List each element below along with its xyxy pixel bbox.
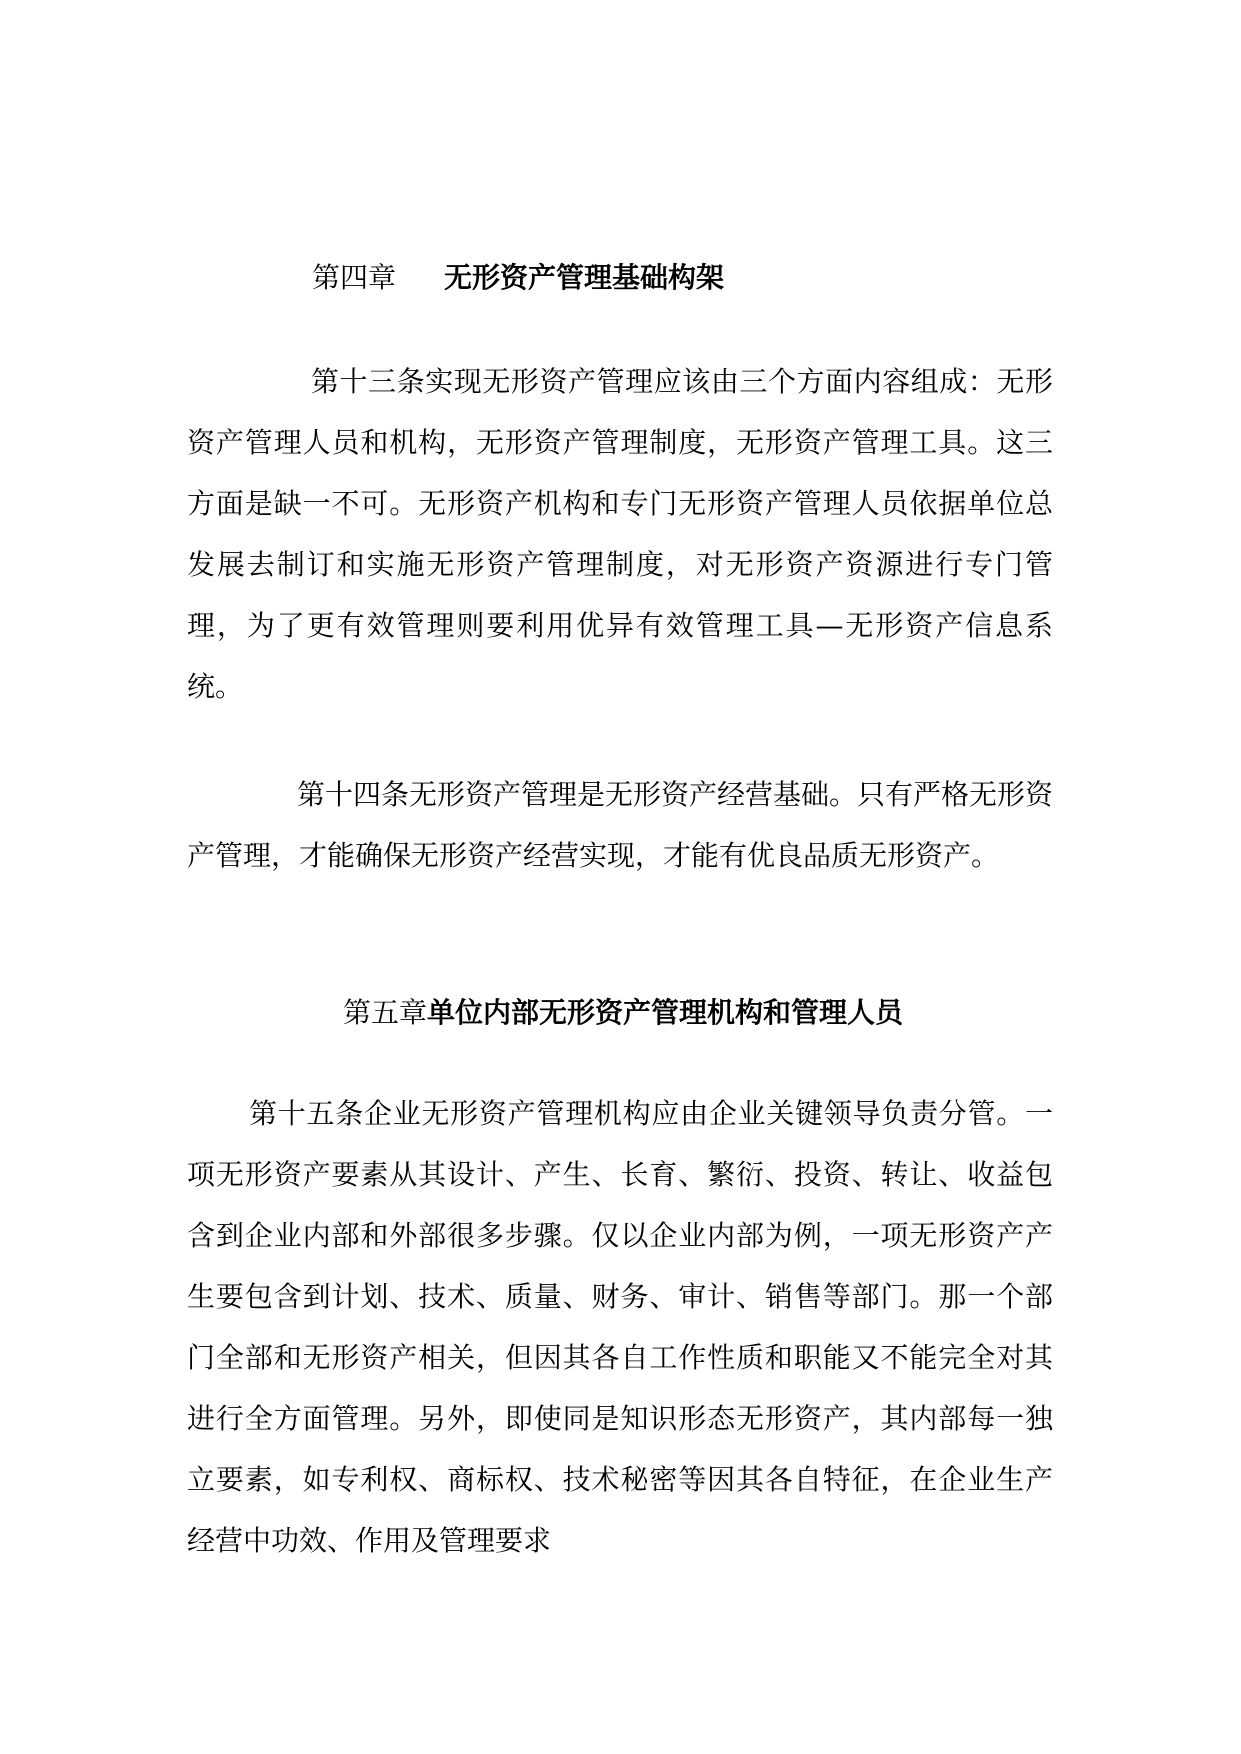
- article-13-paragraph: 第十三条实现无形资产管理应该由三个方面内容组成：无形资产管理人员和机构，无形资产管理制度，无形资产管理工具。这三方面是缺一不可。无形资产机构和专门无形资产管理人员依据单位总发展去制订和实施无形资产管理制度，对无形资产资源进行专门管理，为了更有效管理则要利用优异有效管理工具—无形资产信息系统。: [187, 365, 1053, 703]
- chapter-4-heading: [312, 258, 724, 298]
- chapter-5-title: 单位内部无形资产管理机构和管理人员: [427, 996, 904, 1029]
- chapter-4-number: 第四章: [312, 261, 397, 294]
- chapter-5-number: 第五章: [343, 996, 428, 1029]
- article-15-paragraph: 第十五条企业无形资产管理机构应由企业关键领导负责分管。一项无形资产要素从其设计、产生、长育、繁衍、投资、转让、收益包含到企业内部和外部很多步骤。仅以企业内部为例，一项无形资产产生要包含到计划、技术、质量、财务、审计、销售等部门。那一个部门全部和无形资产相关，但因其各自工作性质和职能又不能完全对其进行全方面管理。另外，即使同是知识形态无形资产，其内部每一独立要素，如专利权、商标权、技术秘密等因其各自特征，在企业生产经营中功效、作用及管理要求: [187, 1097, 1053, 1557]
- article-14-paragraph: 第十四条无形资产管理是无形资产经营基础。只有严格无形资产管理，才能确保无形资产经营实现，才能有优良品质无形资产。: [187, 778, 1054, 872]
- chapter-4-title: 无形资产管理基础构架: [444, 261, 725, 294]
- chapter-5-heading: [343, 993, 903, 1033]
